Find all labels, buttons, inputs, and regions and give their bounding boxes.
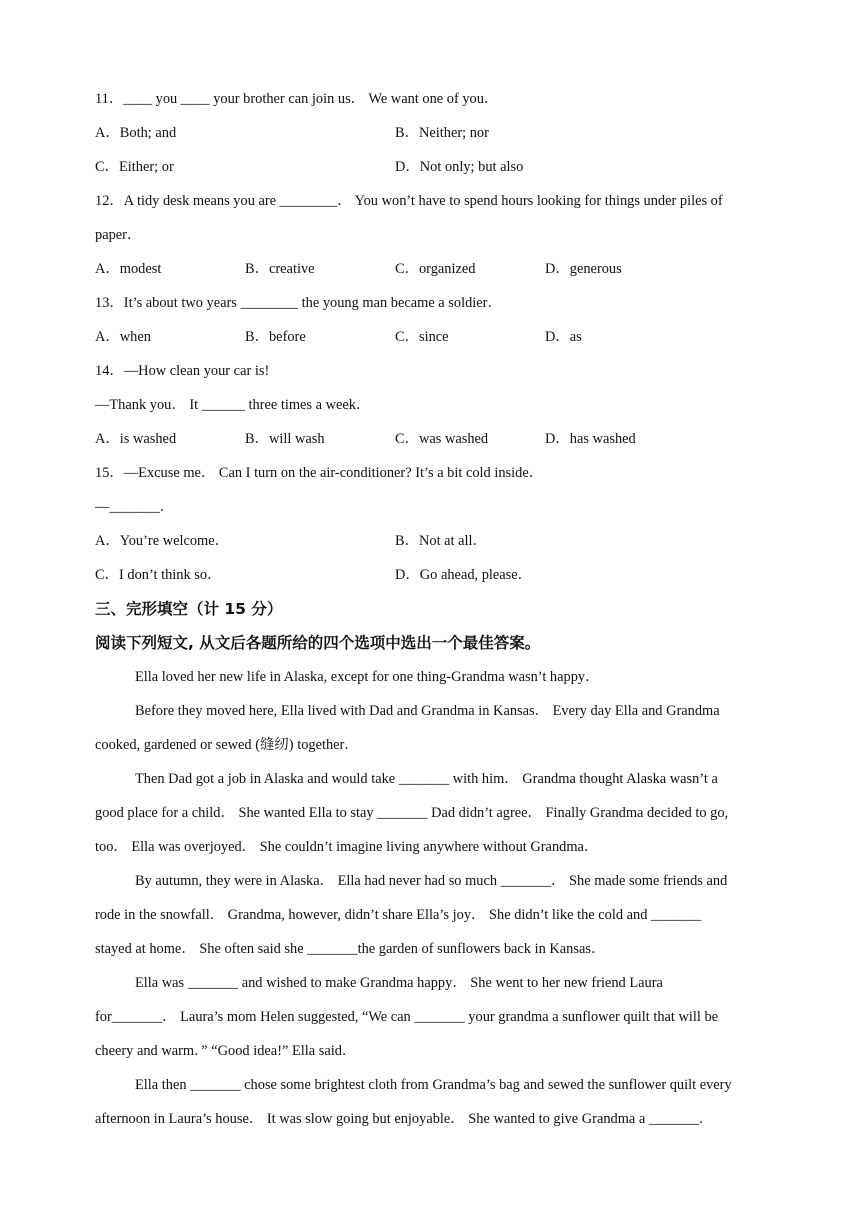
q15-option-d: D．Go ahead, please． xyxy=(395,567,533,583)
passage-line: By autumn, they were in Alaska． Ella had never had so much _______． She made some friends and xyxy=(135,873,728,889)
passage-line: cooked, gardened or sewed (缝纫) together． xyxy=(95,737,359,753)
passage-line: Ella loved her new life in Alaska, except for one thing-Grandma wasn’t happy． xyxy=(135,669,600,685)
q11-option-b: B．Neither; nor xyxy=(395,125,489,141)
passage-line: too． Ella was overjoyed． She couldn’t imagine living anywhere without Grandma． xyxy=(95,839,599,855)
q12-option-a: A．modest xyxy=(95,261,162,277)
q12-option-c: C．organized xyxy=(395,261,476,277)
q15-option-c: C．I don’t think so． xyxy=(95,567,222,583)
passage-line: afternoon in Laura’s house． It was slow going but enjoyable． She wanted to give Grandma a _______. xyxy=(95,1111,703,1127)
q11-option-c: C．Either; or xyxy=(95,159,174,175)
section-3-title: 三、完形填空（计 15 分） xyxy=(95,600,283,618)
q13-option-b: B．before xyxy=(245,329,306,345)
question-12-stem-cont: paper． xyxy=(95,227,142,243)
q11-option-d: D．Not only; but also xyxy=(395,159,524,175)
question-15-stem: 15．—Excuse me． Can I turn on the air-conditioner? It’s a bit cold inside． xyxy=(95,465,544,481)
passage-line: stayed at home． She often said she _______the garden of sunflowers back in Kansas． xyxy=(95,941,606,957)
q15-option-a: A．You’re welcome． xyxy=(95,533,230,549)
q14-option-a: A．is washed xyxy=(95,431,177,447)
question-15-stem-cont: —_______． xyxy=(95,499,175,515)
passage-line: rode in the snowfall． Grandma, however, didn’t share Ella’s joy． She didn’t like the cold and _______ xyxy=(95,907,702,923)
question-14-stem-cont: —Thank you． It ______ three times a week． xyxy=(95,397,371,413)
q14-option-d: D．has washed xyxy=(545,431,636,447)
question-11-stem: 11．____ you ____ your brother can join us． We want one of you． xyxy=(95,91,499,107)
question-14-stem: 14．—How clean your car is! xyxy=(95,363,270,379)
q13-option-c: C．since xyxy=(395,329,449,345)
question-13-options xyxy=(95,320,770,354)
question-11-options-row2 xyxy=(95,150,770,184)
passage-line: Ella then _______ chose some brightest cloth from Grandma’s bag and sewed the sunflower quilt every xyxy=(135,1077,732,1093)
q13-option-d: D．as xyxy=(545,329,582,345)
passage-line: Ella was _______ and wished to make Grandma happy． She went to her new friend Laura xyxy=(135,975,663,991)
q12-option-b: B．creative xyxy=(245,261,315,277)
passage-line: cheery and warm．” “Good idea!” Ella said． xyxy=(95,1043,357,1059)
question-15-options-row1 xyxy=(95,524,770,558)
passage-line: Then Dad got a job in Alaska and would take _______ with him． Grandma thought Alaska wasn’t a xyxy=(135,771,718,787)
section-3-instruction: 阅读下列短文, 从文后各题所给的四个选项中选出一个最佳答案。 xyxy=(95,634,541,652)
q15-option-b: B．Not at all． xyxy=(395,533,487,549)
q14-option-b: B．will wash xyxy=(245,431,325,447)
passage-line: for_______． Laura’s mom Helen suggested, “We can _______ your grandma a sunflower quilt that will be xyxy=(95,1009,719,1025)
question-12-stem: 12．A tidy desk means you are ________． You won’t have to spend hours looking for things under piles of xyxy=(95,193,723,209)
q11-option-a: A．Both; and xyxy=(95,125,177,141)
question-12-options xyxy=(95,252,770,286)
question-15-options-row2 xyxy=(95,558,770,592)
q13-option-a: A．when xyxy=(95,329,151,345)
exam-page xyxy=(95,82,770,1136)
q14-option-c: C．was washed xyxy=(395,431,489,447)
question-13-stem: 13．It’s about two years ________ the young man became a soldier． xyxy=(95,295,502,311)
q12-option-d: D．generous xyxy=(545,261,622,277)
question-14-options xyxy=(95,422,770,456)
passage-line: good place for a child． She wanted Ella to stay _______ Dad didn’t agree． Finally Grandma decided to go, xyxy=(95,805,729,821)
question-11-options-row1 xyxy=(95,116,770,150)
passage-line: Before they moved here, Ella lived with Dad and Grandma in Kansas． Every day Ella and Grandma xyxy=(135,703,720,719)
